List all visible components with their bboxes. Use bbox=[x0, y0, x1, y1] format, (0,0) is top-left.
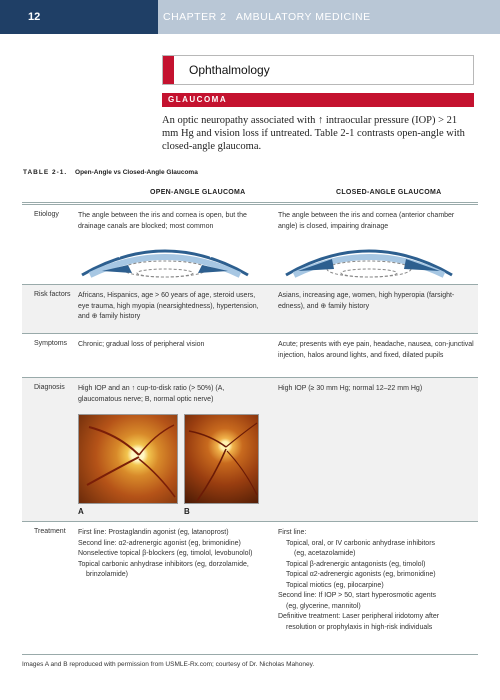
treatment-line: brinzolamide) bbox=[86, 571, 129, 578]
chapter-title: AMBULATORY MEDICINE bbox=[235, 11, 371, 23]
row-label: Risk factors bbox=[34, 291, 71, 298]
fundus-image-normal bbox=[184, 414, 259, 504]
table-row-diagnosis bbox=[22, 377, 478, 521]
table-top-rule bbox=[22, 202, 478, 203]
closed-treatment bbox=[278, 528, 474, 633]
closed-symptoms: Acute; presents with eye pain, headache, nausea, con-junctival injection, halos around lights, and fixed, dilated pupils bbox=[278, 341, 474, 359]
intro-paragraph: An optic neuropathy associated with ↑ intraocular pressure (IOP) > 21 mm Hg and vision loss if untreated. Table 2-1 contrasts open-angle with closed-angle glaucoma. bbox=[162, 115, 465, 152]
table-row-symptoms bbox=[22, 333, 478, 377]
subsection-title: GLAUCOMA bbox=[168, 95, 228, 104]
treatment-line: First line: bbox=[278, 529, 307, 536]
table-row-risk-factors bbox=[22, 284, 478, 333]
closed-angle-diagram bbox=[284, 235, 454, 281]
treatment-line: Topical β-adrenergic antagonists (eg, timolol) bbox=[286, 560, 426, 568]
table-title: Open-Angle vs Closed-Angle Glaucoma bbox=[75, 169, 198, 176]
treatment-line: Second line: If IOP > 50, start hyperosmotic agents bbox=[278, 592, 437, 599]
treatment-line: Topical carbonic anhydrase inhibitors (eg, dorzolamide, bbox=[78, 560, 249, 568]
subsection-bar bbox=[162, 93, 474, 107]
table-label: TABLE 2-1. bbox=[23, 169, 68, 176]
treatment-line: (eg, acetazolamide) bbox=[294, 550, 356, 557]
row-label: Treatment bbox=[34, 528, 66, 535]
treatment-line: Topical, oral, or IV carbonic anhydrase inhibitors bbox=[286, 539, 436, 547]
open-symptoms: Chronic; gradual loss of peripheral vision bbox=[78, 341, 205, 348]
image-label-a: A bbox=[78, 507, 84, 516]
chapter-label: CHAPTER 2 bbox=[163, 11, 227, 23]
closed-etiology: The angle between the iris and cornea (anterior chamber angle) is closed, impairing drainage bbox=[278, 212, 455, 230]
page-number: 12 bbox=[0, 0, 158, 34]
table-row-etiology bbox=[22, 204, 478, 284]
chapter-heading bbox=[163, 11, 371, 23]
treatment-line: Definitive treatment: Laser peripheral iridotomy after bbox=[278, 613, 440, 620]
col-header-closed: CLOSED-ANGLE GLAUCOMA bbox=[336, 189, 442, 196]
closed-diagnosis: High IOP (≥ 30 mm Hg; normal 12–22 mm Hg) bbox=[278, 385, 423, 392]
treatment-line: Nonselective topical β-blockers (eg, timolol, levobunolol) bbox=[78, 550, 253, 557]
open-diagnosis: High IOP and an ↑ cup-to-disk ratio (> 50%) (A, glaucomatous nerve; B, normal optic nerve) bbox=[78, 385, 225, 403]
treatment-line: Topical miotics (eg, pilocarpine) bbox=[286, 581, 384, 589]
col-header-open: OPEN-ANGLE GLAUCOMA bbox=[150, 189, 246, 196]
image-credit: Images A and B reproduced with permission from USMLE-Rx.com; courtesy of Dr. Nicholas Mahoney. bbox=[22, 661, 315, 668]
image-label-b: B bbox=[184, 507, 190, 516]
table-row-treatment bbox=[22, 521, 478, 655]
treatment-line: First line: Prostaglandin agonist (eg, latanoprost) bbox=[78, 529, 229, 536]
open-angle-diagram bbox=[80, 235, 250, 281]
section-accent bbox=[163, 56, 174, 84]
open-risk-factors: Africans, Hispanics, age > 60 years of age, steroid users, eye trauma, high myopia (nearsightedness), hypertension, and ⊕ family history bbox=[78, 292, 259, 320]
row-label: Diagnosis bbox=[34, 384, 65, 391]
table-caption bbox=[23, 169, 198, 176]
treatment-line: Second line: α2-adrenergic agonist (eg, brimonidine) bbox=[78, 539, 241, 547]
row-label: Symptoms bbox=[34, 340, 68, 347]
row-label: Etiology bbox=[34, 211, 59, 218]
treatment-line: resolution or prophylaxis in high-risk individuals bbox=[286, 623, 433, 631]
treatment-line: (eg, glycerine, mannitol) bbox=[286, 602, 361, 610]
closed-risk-factors: Asians, increasing age, women, high hyperopia (farsight-edness), and ⊕ family history bbox=[278, 292, 455, 310]
section-heading-box bbox=[162, 55, 474, 85]
open-etiology: The angle between the iris and cornea is open, but the drainage canals are blocked; most common bbox=[78, 212, 247, 230]
treatment-line: Topical α2-adrenergic agonists (eg, brimonidine) bbox=[286, 571, 436, 578]
section-title: Ophthalmology bbox=[189, 63, 270, 77]
open-treatment bbox=[78, 528, 262, 581]
fundus-image-glaucomatous bbox=[78, 414, 178, 504]
